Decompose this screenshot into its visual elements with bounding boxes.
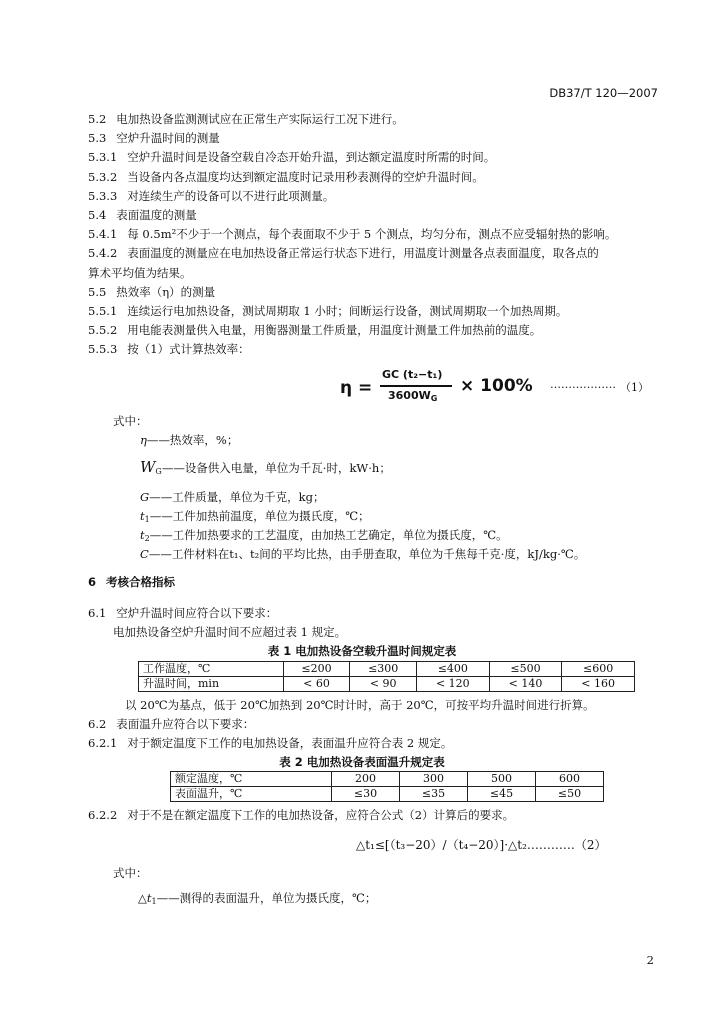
section-number: 5.3.3 — [88, 188, 118, 203]
definition-text: ——热效率，%； — [146, 433, 239, 447]
section-line — [88, 130, 220, 146]
section-number: 5.4.1 — [88, 227, 118, 242]
formula-number: （1） — [620, 381, 649, 394]
section-text: 连续运行电加热设备，测试周期取 1 小时；间断运行设备，测试周期取一个加热周期。 — [127, 304, 568, 318]
definition-symbol: C — [140, 547, 149, 561]
page-number: 2 — [646, 953, 654, 967]
section-line — [88, 341, 250, 357]
section-6-2: 6.2 表面温升应符合以下要求： — [88, 717, 255, 731]
row-header-cell: 额定温度，℃ — [171, 772, 332, 787]
section-number: 5.3.2 — [88, 169, 118, 184]
table-cell: ≤300 — [350, 662, 417, 677]
section-6-2-1: 6.2.1 对于额定温度下工作的电加热设备，表面温升应符合表 2 规定。 — [88, 736, 453, 750]
section-6-2-2: 6.2.2 对于不是在额定温度下工作的电加热设备，应符合公式（2）计算后的要求。 — [88, 808, 515, 822]
table-cell: ≤500 — [489, 662, 562, 677]
section-text: 每 0.5m²不少于一个测点，每个表面取不少于 5 个测点，均匀分布，测点不应受辐射热的影响。 — [127, 227, 617, 242]
section-line — [88, 169, 484, 185]
table-cell: < 90 — [350, 677, 417, 692]
section-text: 空炉升温时间是设备空载自冷态开始升温，到达额定温度时所需的时间。 — [127, 150, 496, 165]
table-cell: ≤400 — [417, 662, 490, 677]
definition-text: ——设备供入电量，单位为千瓦·时，kW·h； — [161, 461, 391, 475]
section-text: 空炉升温时间的测量 — [116, 131, 220, 146]
table-1 — [138, 661, 635, 692]
table-2 — [170, 771, 604, 802]
section-line — [88, 226, 616, 242]
table-cell: 500 — [468, 772, 536, 787]
table-row — [139, 677, 635, 692]
table-row — [139, 662, 635, 677]
definition-symbol: η — [140, 433, 147, 447]
section-text: 电加热设备监测测试应在正常生产实际运行工况下进行。 — [116, 112, 404, 126]
section-number: 5.5.1 — [88, 304, 118, 318]
where-label-2: 式中： — [113, 866, 148, 880]
definition-subscript: 1 — [144, 515, 150, 524]
section-number: 5.4.2 — [88, 246, 118, 261]
row-header-cell: 表面温升，℃ — [171, 787, 332, 802]
temperature-formula: △t₁≤[（t₃−20）/（t₄−20）]·△t₂…………（2） — [356, 838, 607, 852]
table-cell: ≤600 — [562, 662, 635, 677]
definition-text: ——工件加热要求的工艺温度，由加热工艺确定，单位为摄氏度，℃。 — [149, 528, 508, 542]
table-cell: < 60 — [283, 677, 350, 692]
table-cell: < 160 — [562, 677, 635, 692]
section-line — [88, 111, 404, 127]
row-header-cell: 工作温度，℃ — [139, 662, 284, 677]
section-text: 对连续生产的设备可以不进行此项测量。 — [127, 188, 335, 203]
section-number: 5.3.1 — [88, 150, 118, 165]
section-6-heading: 6 考核合格指标 — [88, 575, 176, 589]
section-text: 用电能表测量供入电量，用衡器测量工件质量，用温度计测量工件加热前的温度。 — [127, 323, 542, 338]
definition-item — [140, 527, 508, 547]
table-row — [171, 772, 604, 787]
section-line — [88, 188, 334, 204]
definition-symbol: W — [140, 458, 156, 476]
section-text: 表面温度的测量 — [116, 208, 197, 222]
section-text: 热效率（η）的测量 — [116, 284, 216, 299]
formula-times: × 100% — [460, 376, 533, 396]
section-text: 表面温度的测量应在电加热设备正常运行状态下进行，用温度计测量各点表面温度，取各点的 — [127, 246, 599, 261]
table-cell: ≤45 — [468, 787, 536, 802]
definition-item — [140, 432, 238, 448]
section-number: 5.5.2 — [88, 323, 118, 338]
table-cell: 300 — [400, 772, 468, 787]
table-cell: ≤200 — [283, 662, 350, 677]
table-cell: < 140 — [489, 677, 562, 692]
table-cell: 200 — [332, 772, 400, 787]
definition-item — [140, 489, 325, 505]
section-text: 当设备内各点温度均达到额定温度时记录用秒表测得的空炉升温时间。 — [127, 169, 484, 184]
definition-item — [138, 890, 376, 910]
section-6-1: 6.1 空炉升温时间应符合以下要求： — [88, 606, 278, 620]
section-line — [88, 303, 567, 319]
table-cell: ≤50 — [535, 787, 603, 802]
section-line — [88, 207, 197, 223]
section-number: 5.5 — [88, 284, 107, 299]
section-text: 算术平均值为结果。 — [88, 265, 192, 280]
section-text: 按（1）式计算热效率： — [127, 342, 250, 357]
table-2-title: 表 2 电加热设备表面温升规定表 — [279, 755, 445, 769]
definition-symbol: G — [140, 490, 150, 504]
definition-text: ——工件材料在t₁、t₂间的平均比热，由手册查取，单位为千焦每千克·度，kJ/kg·℃。 — [148, 547, 586, 561]
table-cell: ≤30 — [332, 787, 400, 802]
section-number: 5.2 — [88, 112, 107, 126]
formula-lhs: η = — [340, 378, 373, 398]
table-1-note: 以 20℃为基点，低于 20℃加热到 20℃时计时，高于 20℃，可按平均升温时间进行折算。 — [125, 698, 595, 712]
definition-symbol: △t — [138, 891, 152, 905]
fraction-bar — [380, 385, 452, 387]
definition-item — [140, 546, 585, 562]
formula-denominator: $3600W_G$ — [388, 389, 438, 403]
section-number: 5.4 — [88, 208, 107, 222]
definition-subscript: G — [155, 467, 162, 476]
section-line — [88, 322, 541, 338]
formula-dots: ……………… — [550, 378, 616, 391]
section-number: 5.3 — [88, 131, 107, 146]
section-line — [88, 149, 495, 165]
row-header-cell: 升温时间，min — [139, 677, 284, 692]
table-1-title: 表 1 电加热设备空载升温时间规定表 — [267, 644, 457, 658]
table-cell: 600 — [535, 772, 603, 787]
definition-text: ——工件加热前温度，单位为摄氏度，℃； — [149, 509, 370, 523]
formula-numerator: GC (t₂−t₁) — [382, 368, 443, 381]
definition-subscript: 2 — [144, 534, 150, 543]
section-line — [88, 284, 215, 300]
document-code: DB37/T 120—2007 — [549, 86, 658, 100]
section-number: 5.5.3 — [88, 342, 118, 357]
section-line — [88, 245, 599, 261]
definition-symbol: t — [140, 528, 145, 542]
where-label: 式中： — [113, 414, 148, 428]
table-cell: < 120 — [417, 677, 490, 692]
definition-symbol: t — [140, 509, 145, 523]
definition-item — [140, 459, 391, 480]
definition-subscript: 1 — [151, 897, 157, 906]
section-line — [88, 265, 192, 281]
table-cell: ≤35 — [400, 787, 468, 802]
table-row — [171, 787, 604, 802]
definition-item — [140, 508, 370, 528]
definition-text: ——测得的表面温升，单位为摄氏度，℃； — [156, 891, 377, 905]
section-6-1-body: 电加热设备空炉升温时间不应超过表 1 规定。 — [113, 625, 347, 639]
definition-text: ——工件质量，单位为千克，kg； — [149, 490, 325, 504]
